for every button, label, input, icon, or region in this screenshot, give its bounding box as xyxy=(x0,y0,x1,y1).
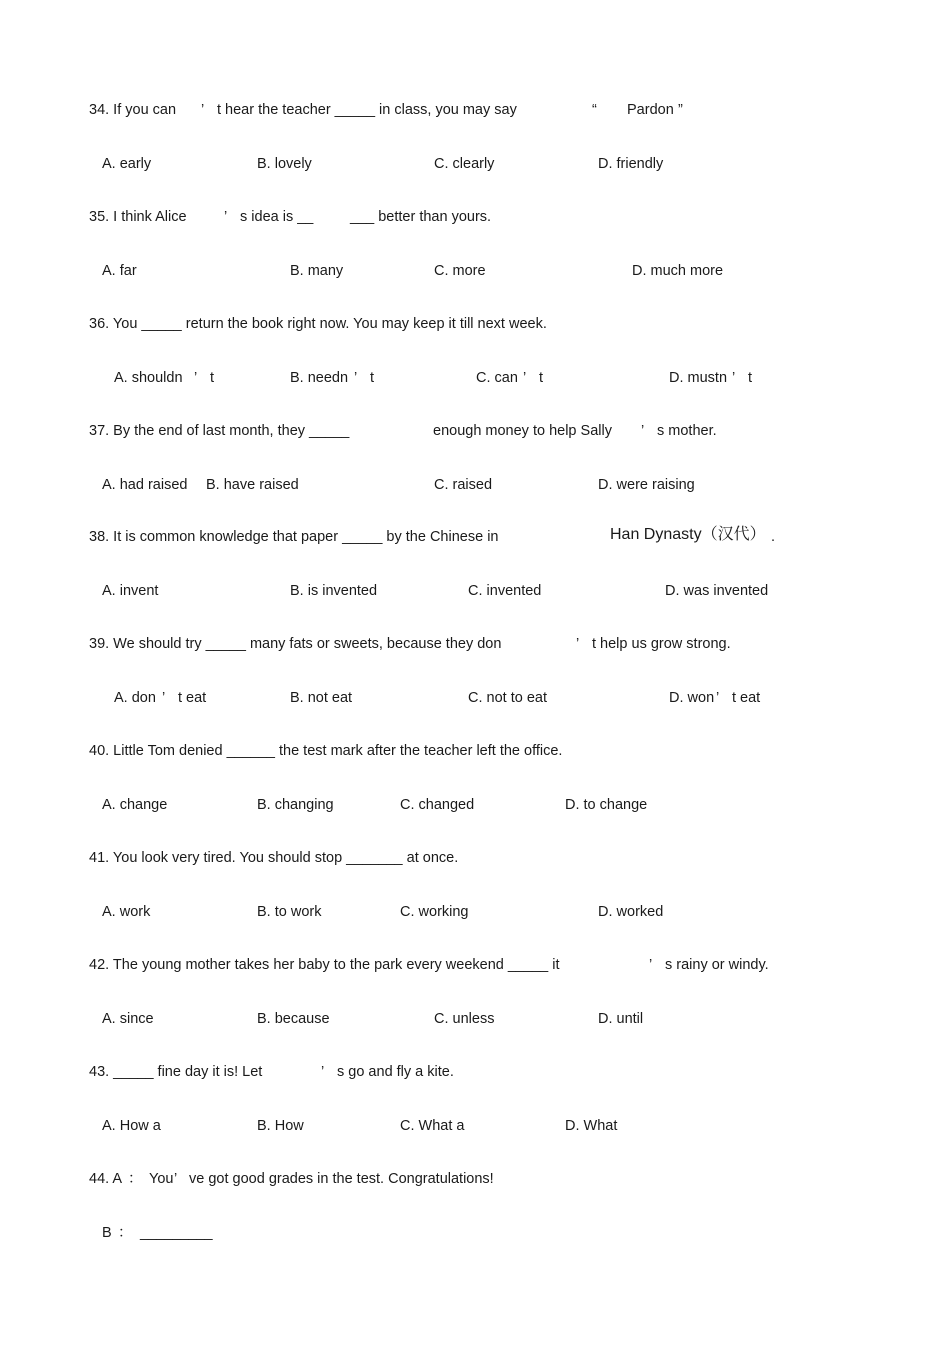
answer-option: ’ xyxy=(523,369,527,386)
question-stem-text: “ xyxy=(592,102,597,118)
question-stem-text: 34. If you can xyxy=(89,102,177,118)
question-stem-text: 44. A xyxy=(89,1170,123,1187)
answer-option: t xyxy=(210,369,215,386)
answer-option: C. working xyxy=(400,903,469,920)
answer-option: D. much more xyxy=(632,262,724,279)
answer-option: B. to work xyxy=(257,903,322,920)
answer-option: A. invent xyxy=(102,583,159,600)
answer-option: t eat xyxy=(732,690,761,707)
answer-option: B. because xyxy=(257,1010,330,1027)
question-stem-text: 43. _____ fine day it is! Let xyxy=(89,1063,263,1080)
answer-option: D. until xyxy=(598,1010,644,1027)
question-stem-text: 40. Little Tom denied ______ the test mark after the teacher left the office. xyxy=(89,743,563,760)
answer-option: D. was invented xyxy=(665,583,769,600)
question-stem-text: 37. By the end of last month, they _____ xyxy=(89,422,350,439)
question-stem-text: ve got good grades in the test. Congratulations! xyxy=(189,1170,494,1187)
answer-option: A. work xyxy=(102,903,151,920)
answer-option: C. more xyxy=(434,262,486,279)
question-stem-text: ： xyxy=(128,1170,143,1187)
answer-option: D. friendly xyxy=(598,156,664,172)
answer-option: C. unless xyxy=(434,1010,495,1027)
answer-option: A. How a xyxy=(102,1117,161,1134)
answer-option: A. since xyxy=(102,1010,154,1027)
answer-option: A. don xyxy=(114,690,156,707)
question-stem-text: ’ xyxy=(174,1170,178,1187)
question-stem-text: ’ xyxy=(321,1063,325,1080)
answer-option: B. is invented xyxy=(290,583,378,600)
answer-option: A. far xyxy=(102,262,137,279)
answer-option: C. not to eat xyxy=(468,690,547,707)
question-stem-text: ” xyxy=(678,102,683,118)
answer-option: A. had raised xyxy=(102,476,188,493)
question-stem-text: . xyxy=(771,529,776,546)
answer-option: B. lovely xyxy=(257,156,312,172)
question-stem-text: 35. I think Alice xyxy=(89,208,187,225)
question-stem-text: 42. The young mother takes her baby to the park every weekend _____ it xyxy=(89,956,560,973)
answer-option: t xyxy=(539,369,544,386)
question-stem-text: ’ xyxy=(641,422,645,439)
answer-option: D. mustn xyxy=(669,369,728,386)
answer-option: D. What xyxy=(565,1117,618,1134)
answer-option: A. change xyxy=(102,797,168,814)
question-stem-text: s go and fly a kite. xyxy=(337,1063,454,1080)
answer-option: ’ xyxy=(162,690,166,707)
question-stem-text: ’ xyxy=(649,956,653,973)
answer-option: D. won xyxy=(669,690,715,707)
question-stem-text: 39. We should try _____ many fats or sweets, because they don xyxy=(89,636,502,653)
answer-option: t xyxy=(748,369,753,386)
question-stem-text: Pardon xyxy=(627,102,674,118)
answer-option: D. to change xyxy=(565,797,648,814)
answer-option: C. What a xyxy=(400,1117,465,1134)
answer-option: ： xyxy=(118,1224,133,1241)
answer-option: C. changed xyxy=(400,797,475,814)
answer-option: A. shouldn xyxy=(114,369,183,386)
question-stem-text: ’ xyxy=(201,102,205,118)
answer-option: ’ xyxy=(194,369,198,386)
answer-option: B. How xyxy=(257,1117,304,1134)
question-stem-text: Han Dynasty（汉代） xyxy=(610,526,766,544)
answer-option: B. have raised xyxy=(206,476,299,493)
answer-option: B xyxy=(102,1224,112,1241)
answer-option: ’ xyxy=(716,690,720,707)
answer-option: B. many xyxy=(290,262,344,279)
answer-option: B. not eat xyxy=(290,690,353,707)
question-stem-text: t help us grow strong. xyxy=(592,636,731,653)
answer-option: ’ xyxy=(732,369,736,386)
question-stem-text: ___ better than yours. xyxy=(350,208,492,225)
answer-option: t eat xyxy=(178,690,207,707)
question-stem-text: ’ xyxy=(576,636,580,653)
answer-option: D. were raising xyxy=(598,476,695,493)
answer-option: B. changing xyxy=(257,797,334,814)
answer-option: C. invented xyxy=(468,583,542,600)
question-stem-text: s mother. xyxy=(657,422,717,439)
question-stem-text: ’ xyxy=(224,208,228,225)
answer-option: D. worked xyxy=(598,903,664,920)
question-stem-text: 38. It is common knowledge that paper _____ by the Chinese in xyxy=(89,529,499,546)
question-stem-text: enough money to help Sally xyxy=(433,422,612,439)
answer-option: A. early xyxy=(102,156,152,172)
answer-option: C. clearly xyxy=(434,156,495,172)
question-stem-text: s idea is __ xyxy=(240,208,314,225)
question-stem-text: 36. You _____ return the book right now. You may keep it till next week. xyxy=(89,315,547,332)
answer-option: ’ xyxy=(354,369,358,386)
answer-option: _________ xyxy=(140,1224,213,1241)
answer-option: t xyxy=(370,369,375,386)
question-stem-text: You xyxy=(149,1170,174,1187)
question-stem-text: 41. You look very tired. You should stop _______ at once. xyxy=(89,849,459,866)
question-stem-text: t hear the teacher _____ in class, you may say xyxy=(217,102,517,118)
answer-option: C. can xyxy=(476,369,518,386)
answer-option: B. needn xyxy=(290,369,349,386)
question-stem-text: s rainy or windy. xyxy=(665,956,769,973)
answer-option: C. raised xyxy=(434,476,493,493)
